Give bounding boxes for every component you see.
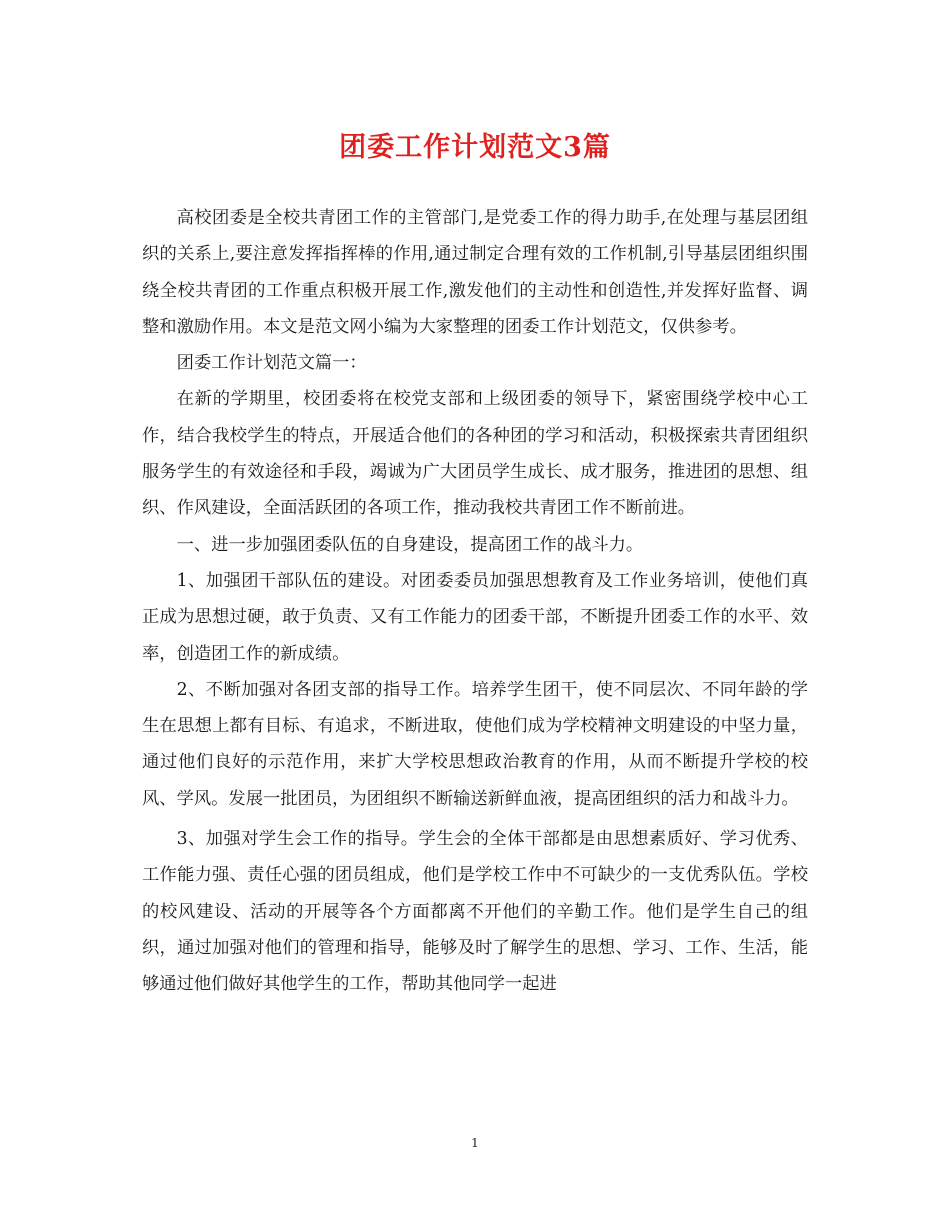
- paragraph-item-3: 3、加强对学生会工作的指导。学生会的全体干部都是由思想素质好、学习优秀、工作能力强、责任心强的团员组成，他们是学校工作中不可缺少的一支优秀队伍。学校的校风建设、活动的开展等各个方面都离不开他们的辛勤工作。他们是学生自己的组织，通过加强对他们的管理和指导，能够及时了解学生的思想、学习、工作、生活，能够通过他们做好其他学生的工作，帮助其他同学一起进: [142, 829, 808, 995]
- document-body: [142, 200, 808, 1003]
- paragraph-item-2: 2、不断加强对各团支部的指导工作。培养学生团干，使不同层次、不同年龄的学生在思想上都有目标、有追求，不断进取，使他们成为学校精神文明建设的中坚力量，通过他们良好的示范作用，来扩大学校思想政治教育的作用，从而不断提升学校的校风、学风。发展一批团员，为团组织不断输送新鲜血液，提高团组织的活力和战斗力。: [142, 679, 808, 809]
- paragraph-intro: 高校团委是全校共青团工作的主管部门,是党委工作的得力助手,在处理与基层团组织的关系上,要注意发挥指挥棒的作用,通过制定合理有效的工作机制,引导基层团组织围绕全校共青团的工作重点积极开展工作,激发他们的主动性和创造性,并发挥好监督、调整和激励作用。本文是范文网小编为大家整理的团委工作计划范文，仅供参考。: [142, 208, 808, 337]
- paragraph-plan-overview: 在新的学期里，校团委将在校党支部和上级团委的领导下，紧密围绕学校中心工作，结合我校学生的特点，开展适合他们的各种团的学习和活动，积极探索共青团组织服务学生的有效途径和手段，竭诚为广大团员学生成长、成才服务，推进团的思想、组织、作风建设，全面活跃团的各项工作，推动我校共青团工作不断前进。: [142, 389, 808, 519]
- document-title: 团委工作计划范文3篇: [339, 132, 611, 163]
- paragraph-point-one-heading: 一、进一步加强团委队伍的自身建设，提高团工作的战斗力。: [176, 534, 644, 555]
- page-number: 1: [471, 1136, 479, 1150]
- paragraph-item-1: 1、加强团干部队伍的建设。对团委委员加强思想教育及工作业务培训，使他们真正成为思想过硬，敢于负责、又有工作能力的团委干部，不断提升团委工作的水平、效率，创造团工作的新成绩。: [142, 570, 808, 664]
- paragraph-section-heading: 团委工作计划范文篇一：: [176, 353, 367, 374]
